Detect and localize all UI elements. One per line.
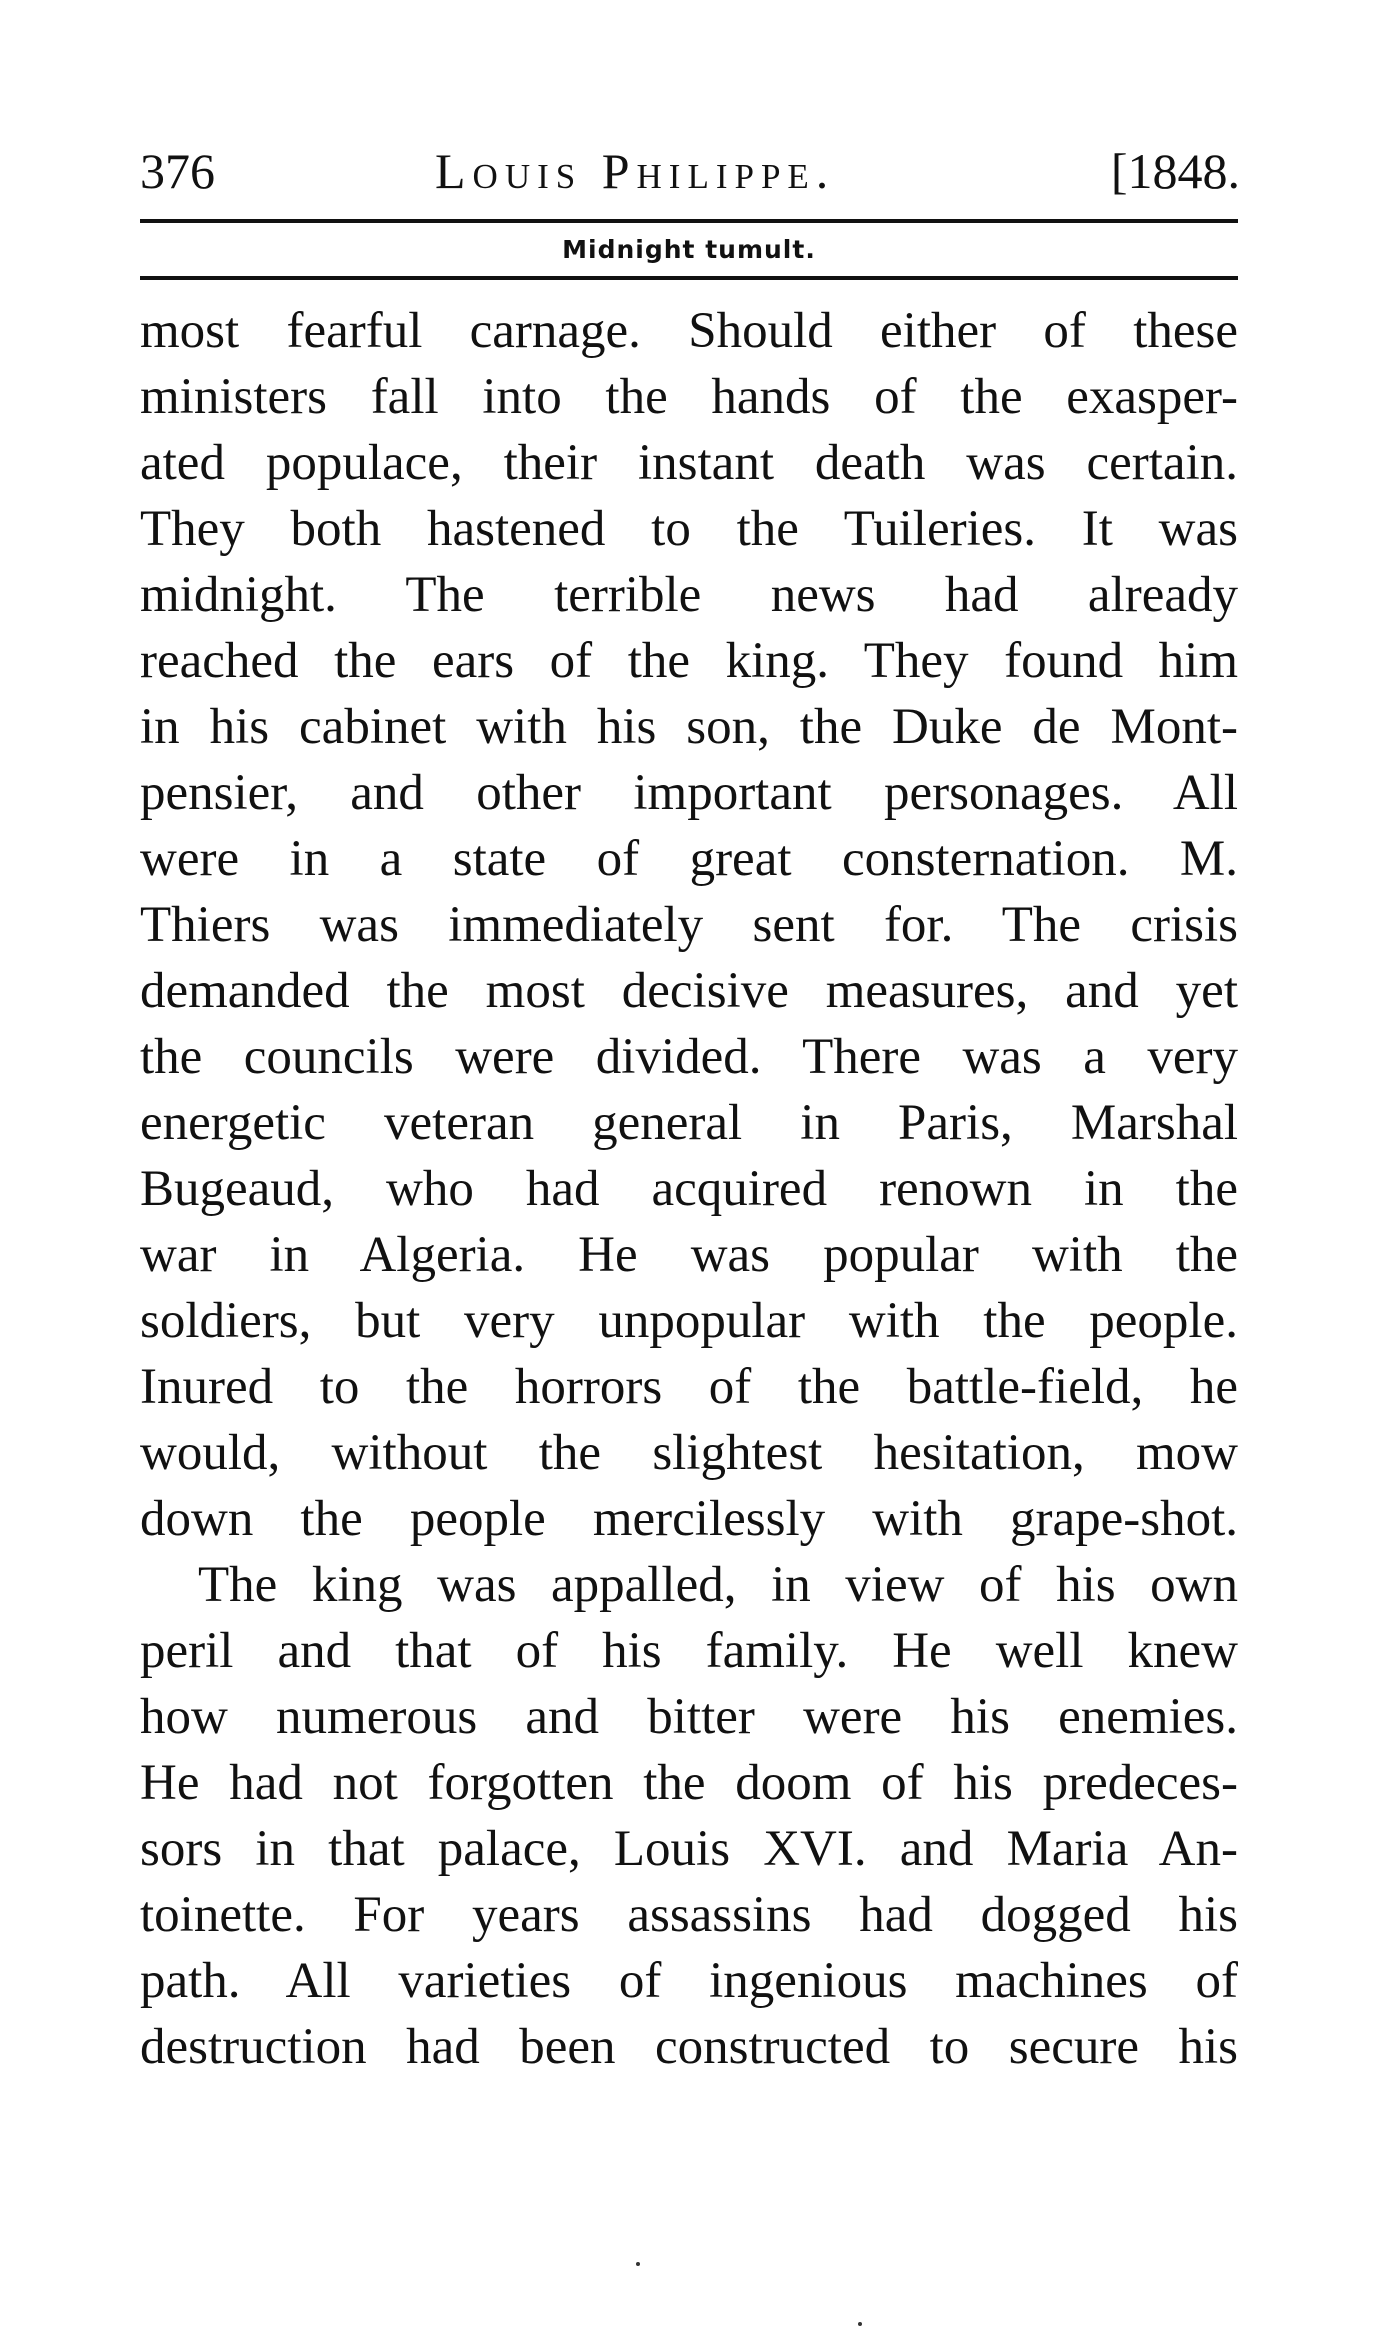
text-line: energetic veteran general in Paris, Marshal — [140, 1095, 1238, 1151]
text-line: pensier, and other important personages. All — [140, 765, 1238, 821]
text-line: Thiers was immediately sent for. The crisis — [140, 897, 1238, 953]
text-line: how numerous and bitter were his enemies. — [140, 1689, 1238, 1745]
running-head — [140, 136, 1240, 206]
text-line: most fearful carnage. Should either of these — [140, 303, 1238, 359]
text-line: ated populace, their instant death was certain. — [140, 435, 1238, 491]
text-line: sors in that palace, Louis XVI. and Maria An- — [140, 1821, 1238, 1877]
text-line: would, without the slightest hesitation, mow — [140, 1425, 1238, 1481]
text-line: path. All varieties of ingenious machines of — [140, 1953, 1238, 2009]
text-line: midnight. The terrible news had already — [140, 567, 1238, 623]
text-line: in his cabinet with his son, the Duke de Mont- — [140, 699, 1238, 755]
text-line: They both hastened to the Tuileries. It was — [140, 501, 1238, 557]
header-rule-bottom — [140, 276, 1238, 280]
header-rule-top — [140, 219, 1238, 223]
text-line: down the people mercilessly with grape-shot. — [140, 1491, 1238, 1547]
text-line-paragraph-start: The king was appalled, in view of his own — [198, 1557, 1238, 1613]
text-line: the councils were divided. There was a very — [140, 1029, 1238, 1085]
print-speck — [858, 2322, 862, 2326]
print-speck — [636, 2262, 640, 2266]
text-line: peril and that of his family. He well knew — [140, 1623, 1238, 1679]
running-title: Louis Philippe. — [435, 143, 836, 199]
side-note: Midnight tumult. — [562, 235, 816, 264]
text-line: were in a state of great consternation. M. — [140, 831, 1238, 887]
text-line: demanded the most decisive measures, and yet — [140, 963, 1238, 1019]
text-line: Inured to the horrors of the battle-field, he — [140, 1359, 1238, 1415]
text-line: He had not forgotten the doom of his predeces- — [140, 1755, 1238, 1811]
page-number: 376 — [140, 143, 215, 199]
running-year: [1848. — [1110, 143, 1240, 199]
text-line: war in Algeria. He was popular with the — [140, 1227, 1238, 1283]
text-line: destruction had been constructed to secure his — [140, 2019, 1238, 2075]
text-line: toinette. For years assassins had dogged his — [140, 1887, 1238, 1943]
text-line: soldiers, but very unpopular with the people. — [140, 1293, 1238, 1349]
text-line: Bugeaud, who had acquired renown in the — [140, 1161, 1238, 1217]
text-line: reached the ears of the king. They found him — [140, 633, 1238, 689]
text-line: ministers fall into the hands of the exasper- — [140, 369, 1238, 425]
body-text — [140, 298, 1238, 2080]
